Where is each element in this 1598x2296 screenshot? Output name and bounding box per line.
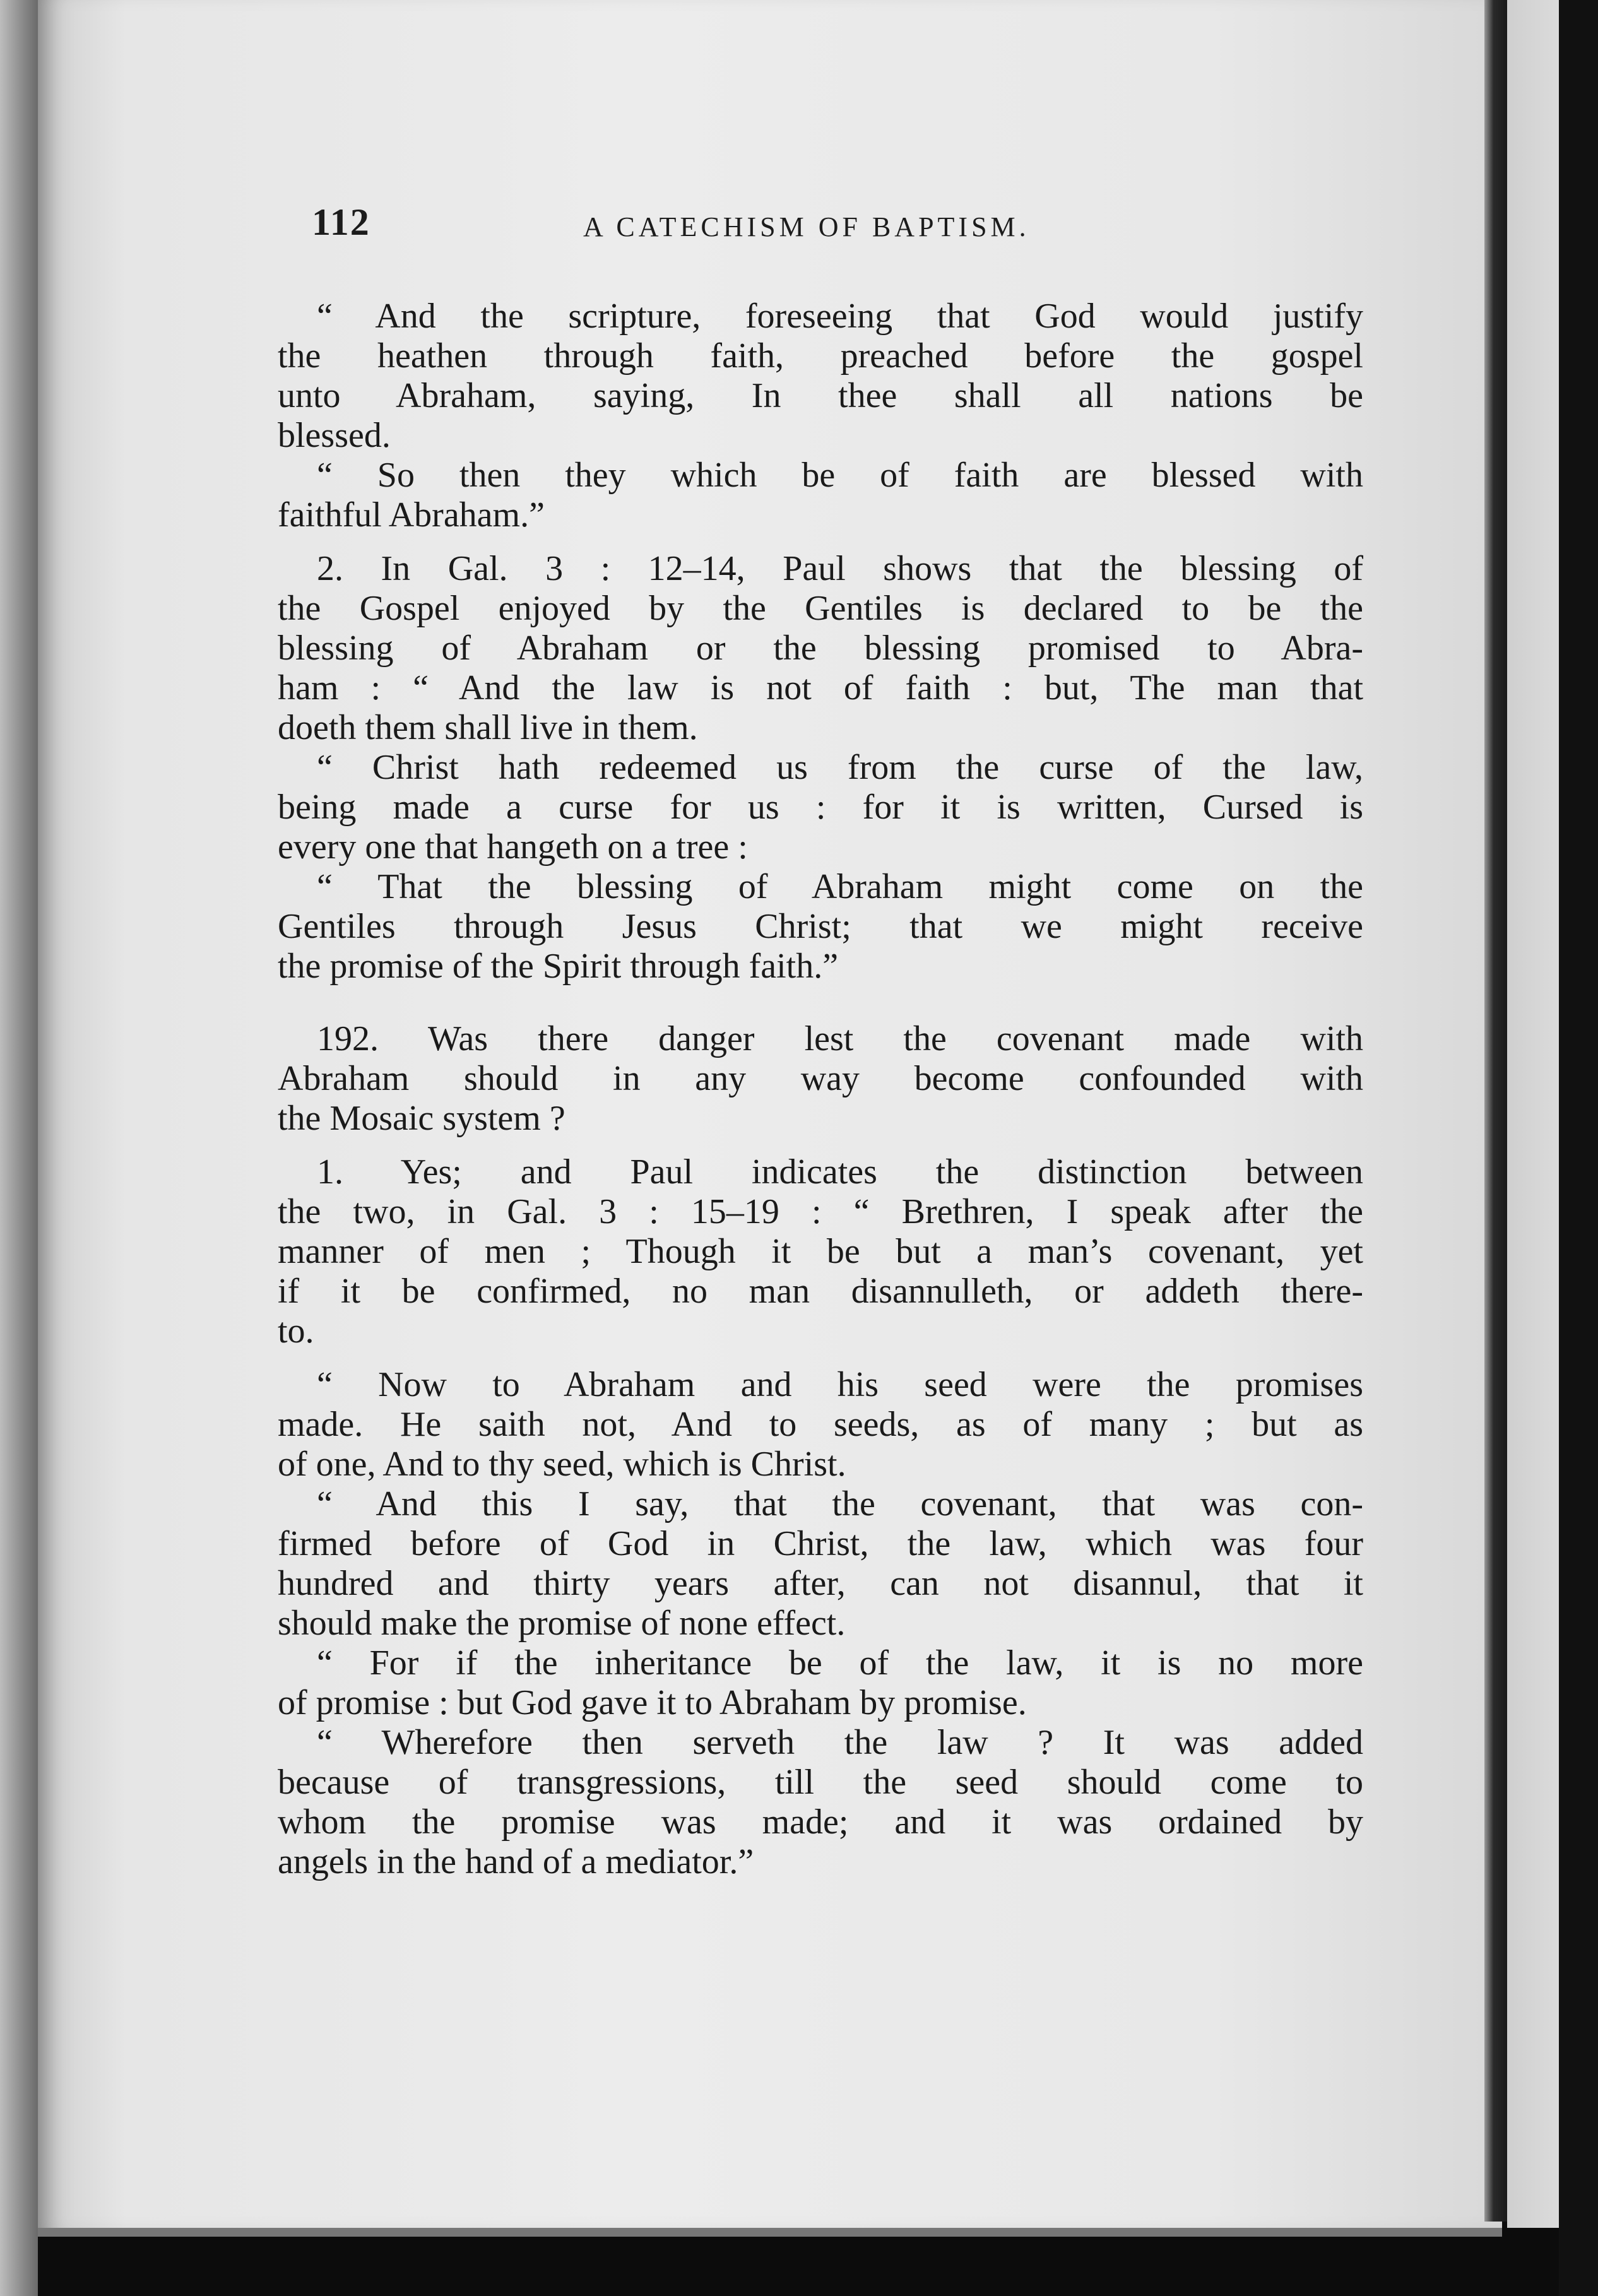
paragraph <box>278 549 1363 748</box>
paragraph <box>278 1365 1363 1484</box>
text-line: the Mosaic system ? <box>278 1099 565 1138</box>
page-header <box>312 201 1366 251</box>
text-line: blessed. <box>278 416 391 455</box>
text-line: whom the promise was made; and it was ordained by <box>278 1802 1363 1842</box>
paragraph <box>278 1152 1363 1351</box>
paragraph <box>278 297 1363 456</box>
text-line: “ That the blessing of Abraham might come on the <box>317 867 1363 906</box>
text-line: to. <box>278 1311 314 1351</box>
text-line: 1. Yes; and Paul indicates the distinction between <box>317 1152 1363 1192</box>
text-line: 192. Was there danger lest the covenant made with <box>317 1019 1363 1058</box>
text-line: being made a curse for us : for it is written, Cursed is <box>278 788 1363 827</box>
text-line: the heathen through faith, preached before the gospel <box>278 336 1363 376</box>
text-line: the promise of the Spirit through faith.” <box>278 947 839 986</box>
text-line: every one that hangeth on a tree : <box>278 827 748 867</box>
text-line: “ So then they which be of faith are blessed with <box>317 456 1363 495</box>
text-line: if it be confirmed, no man disannulleth, or addeth there- <box>278 1272 1363 1311</box>
paragraph <box>278 456 1363 535</box>
text-line: of one, And to thy seed, which is Christ. <box>278 1445 846 1484</box>
text-line: blessing of Abraham or the blessing promised to Abra- <box>278 629 1363 668</box>
text-line: firmed before of God in Christ, the law, which was four <box>278 1524 1363 1563</box>
running-head: A CATECHISM OF BAPTISM. <box>583 211 1030 242</box>
text-line: “ Christ hath redeemed us from the curse of the law, <box>317 748 1363 787</box>
text-line: angels in the hand of a mediator.” <box>278 1842 754 1881</box>
paragraph <box>278 1723 1363 1882</box>
page-body <box>278 297 1363 1882</box>
question-paragraph <box>278 1019 1363 1139</box>
text-line: ham : “ And the law is not of faith : but, The man that <box>278 668 1363 707</box>
text-line: “ Now to Abraham and his seed were the promises <box>317 1365 1363 1404</box>
text-line: should make the promise of none effect. <box>278 1604 846 1643</box>
text-line: hundred and thirty years after, can not disannul, that it <box>278 1564 1363 1603</box>
text-line: unto Abraham, saying, In thee shall all nations be <box>278 376 1363 415</box>
page-edge-shadow <box>1484 0 1507 2222</box>
text-line: “ And this I say, that the covenant, that was con- <box>317 1484 1363 1524</box>
paragraph <box>278 1643 1363 1723</box>
text-line: “ Wherefore then serveth the law ? It was added <box>317 1723 1363 1762</box>
paragraph <box>278 1484 1363 1643</box>
page-number: 112 <box>312 201 370 243</box>
text-line: doeth them shall live in them. <box>278 708 698 747</box>
text-line: “ And the scripture, foreseeing that God would justify <box>317 297 1363 336</box>
text-line: faithful Abraham.” <box>278 495 545 535</box>
text-line: “ For if the inheritance be of the law, it is no more <box>317 1643 1363 1683</box>
text-line: Abraham should in any way become confounded with <box>278 1059 1363 1098</box>
scan-border <box>1559 0 1598 2296</box>
paragraph <box>278 867 1363 986</box>
text-line: 2. In Gal. 3 : 12–14, Paul shows that the blessing of <box>317 549 1363 588</box>
text-line: the Gospel enjoyed by the Gentiles is declared to be the <box>278 589 1363 628</box>
text-line: because of transgressions, till the seed should come to <box>278 1763 1363 1802</box>
text-line: manner of men ; Though it be but a man’s covenant, yet <box>278 1232 1363 1271</box>
text-line: Gentiles through Jesus Christ; that we might receive <box>278 907 1363 946</box>
text-line: of promise : but God gave it to Abraham by promise. <box>278 1683 1027 1722</box>
text-line: made. He saith not, And to seeds, as of many ; but as <box>278 1405 1363 1444</box>
paragraph <box>278 748 1363 867</box>
left-page-edge <box>0 0 38 2296</box>
text-line: the two, in Gal. 3 : 15–19 : “ Brethren, I speak after the <box>278 1192 1363 1231</box>
